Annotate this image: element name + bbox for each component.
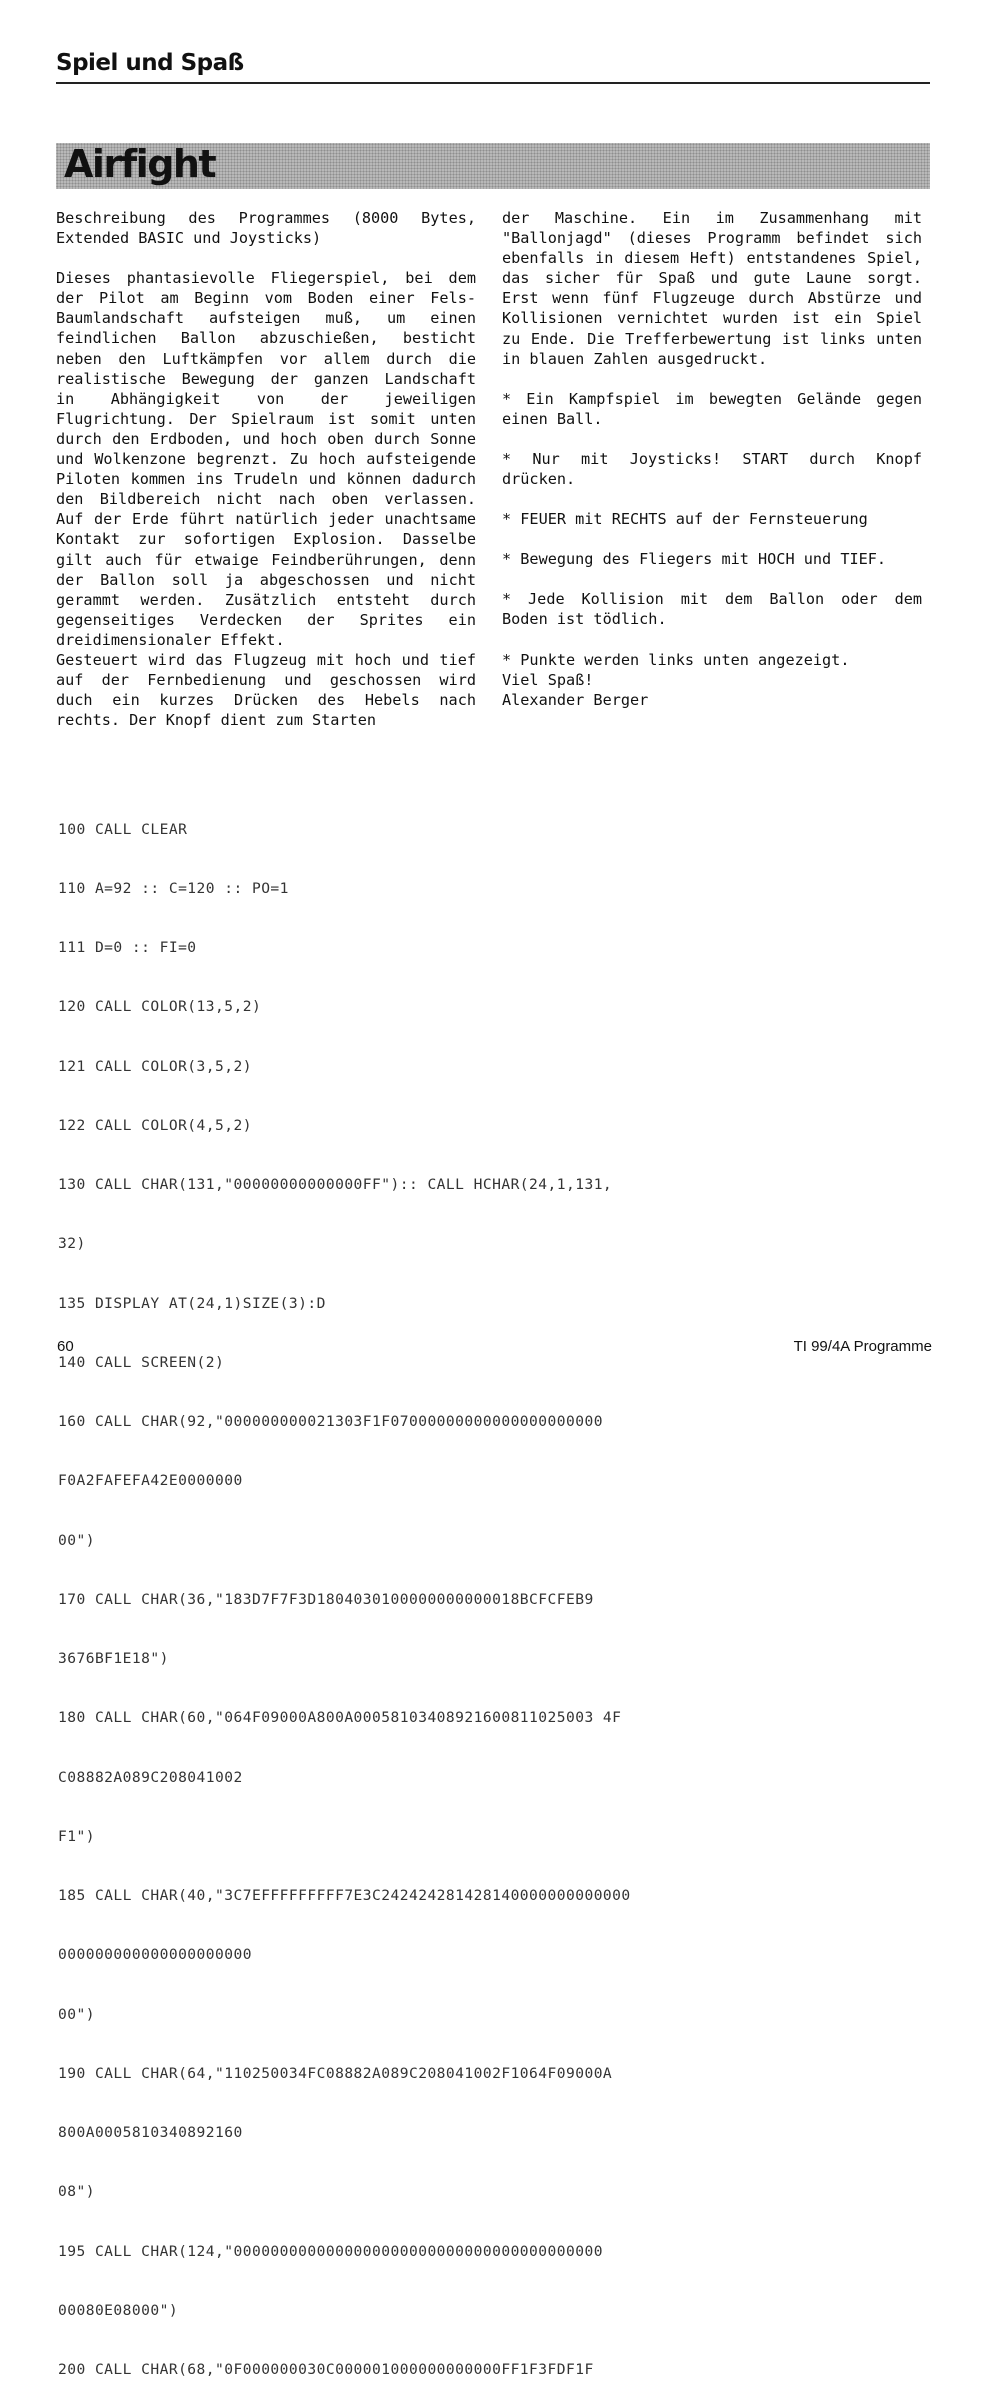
- page-number: 60: [57, 1338, 74, 1355]
- bullet-item: * Ein Kampfspiel im bewegten Gelände gegen einen Ball.: [502, 389, 922, 428]
- right-column: [502, 208, 922, 710]
- listing-line: 180 CALL CHAR(60,"064F09000A800A00058103408921600811025003 4F: [58, 1709, 622, 1727]
- article-title: Airfight: [64, 142, 216, 186]
- listing-line: 111 D=0 :: FI=0: [58, 939, 197, 956]
- body-paragraph: der Maschine. Ein im Zusammenhang mit "Ballonjagd" (dieses Programm befindet sich ebenfalls in diesem Heft) entstandenes Spiel, das sicher für Spaß und gute Laune sorgt. Erst wenn fünf Flugzeuge durch Abstürze und Kollisionen vernichtet wurden ist ein Spiel zu Ende. Die Trefferbewertung ist links unten in blauen Zahlen ausgedruckt.: [502, 209, 922, 368]
- listing-line: 000000000000000000000: [58, 1946, 252, 1964]
- listing-line: 3676BF1E18"): [58, 1650, 169, 1667]
- bullet-item: * Bewegung des Fliegers mit HOCH und TIEF.: [502, 550, 887, 569]
- listing-line: 00"): [58, 2005, 95, 2023]
- title-band: [56, 143, 930, 189]
- bullet-item: * Punkte werden links unten angezeigt.: [502, 650, 850, 669]
- listing-line: 800A0005810340892160: [58, 2124, 243, 2141]
- listing-line: 32): [58, 1235, 86, 1253]
- bullet-item: * Nur mit Joysticks! START durch Knopf drücken.: [502, 449, 922, 489]
- listing-line: 200 CALL CHAR(68,"0F000000030C000001000000000000FF1F3FDF1F: [58, 2361, 594, 2378]
- closing-greeting: Viel Spaß!: [502, 670, 594, 689]
- listing-line: 135 DISPLAY AT(24,1)SIZE(3):D: [58, 1294, 326, 1312]
- listing-line: 110 A=92 :: C=120 :: PO=1: [58, 879, 289, 897]
- listing-line: 122 CALL COLOR(4,5,2): [58, 1116, 252, 1134]
- listing-line: 130 CALL CHAR(131,"00000000000000FF"):: CALL HCHAR(24,1,131,: [58, 1176, 613, 1193]
- section-rule: [56, 82, 930, 84]
- listing-line: 160 CALL CHAR(92,"000000000021303F1F07000000000000000000000: [58, 1413, 603, 1430]
- listing-line: F1"): [58, 1827, 95, 1845]
- section-heading: Spiel und Spaß: [56, 50, 244, 76]
- basic-listing: [58, 780, 928, 2400]
- listing-line: 170 CALL CHAR(36,"183D7F7F3D1804030100000000000018BCFCFEB9: [58, 1590, 594, 1608]
- listing-line: 00"): [58, 1531, 95, 1549]
- listing-line: C08882A089C208041002: [58, 1768, 243, 1786]
- publication-name: TI 99/4A Programme: [793, 1338, 932, 1355]
- program-description: Beschreibung des Programmes (8000 Bytes, Extended BASIC und Joysticks): [56, 209, 476, 248]
- body-paragraph: Dieses phantasievolle Fliegerspiel, bei dem der Pilot am Beginn vom Boden einer Fels-Baumlandschaft aufsteigen muß, um einen feindlichen Ballon abzuschießen, besticht neben den Luftkämpfen vor allem durch die realistische Bewegung der ganzen Landschaft in Abhängigkeit von der jeweiligen Flugrichtung. Der Spielraum ist somit unten durch den Erdboden, und hoch oben durch Sonne und Wolkenzone begrenzt. Zu hoch aufsteigende Piloten kommen ins Trudeln und können dadurch den Bildbereich nicht nach oben verlassen. Auf der Erde führt natürlich jeder unachtsame Kontakt zur sofortigen Explosion. Dasselbe gilt auch für etwaige Feindberührungen, denn der Ballon soll ja abgeschossen und nicht gerammt werden. Zusätzlich entsteht durch gegenseitiges Verdecken der Sprites ein dreidimensionaler Effekt.: [56, 269, 476, 649]
- author-name: Alexander Berger: [502, 690, 649, 709]
- bullet-item: * FEUER mit RECHTS auf der Fernsteuerung: [502, 510, 868, 529]
- bullet-item: * Jede Kollision mit dem Ballon oder dem Boden ist tödlich.: [502, 590, 922, 629]
- listing-line: F0A2FAFEFA42E0000000: [58, 1472, 243, 1490]
- body-paragraph: Gesteuert wird das Flugzeug mit hoch und tief auf der Fernbedienung und geschossen wird duch ein kurzes Drücken des Hebels nach rechts. Der Knopf dient zum Starten: [56, 650, 476, 730]
- listing-line: 00080E08000"): [58, 2301, 179, 2319]
- listing-line: 121 CALL COLOR(3,5,2): [58, 1057, 252, 1075]
- listing-line: 120 CALL COLOR(13,5,2): [58, 998, 262, 1016]
- left-column: [56, 208, 476, 730]
- listing-line: 140 CALL SCREEN(2): [58, 1353, 225, 1371]
- listing-line: 08"): [58, 2183, 95, 2201]
- listing-line: 195 CALL CHAR(124,"0000000000000000000000000000000000000000: [58, 2242, 603, 2260]
- listing-line: 100 CALL CLEAR: [58, 820, 188, 838]
- listing-line: 185 CALL CHAR(40,"3C7EFFFFFFFFF7E3C242424281428140000000000000: [58, 1887, 631, 1904]
- listing-line: 190 CALL CHAR(64,"110250034FC08882A089C208041002F1064F09000A: [58, 2064, 613, 2082]
